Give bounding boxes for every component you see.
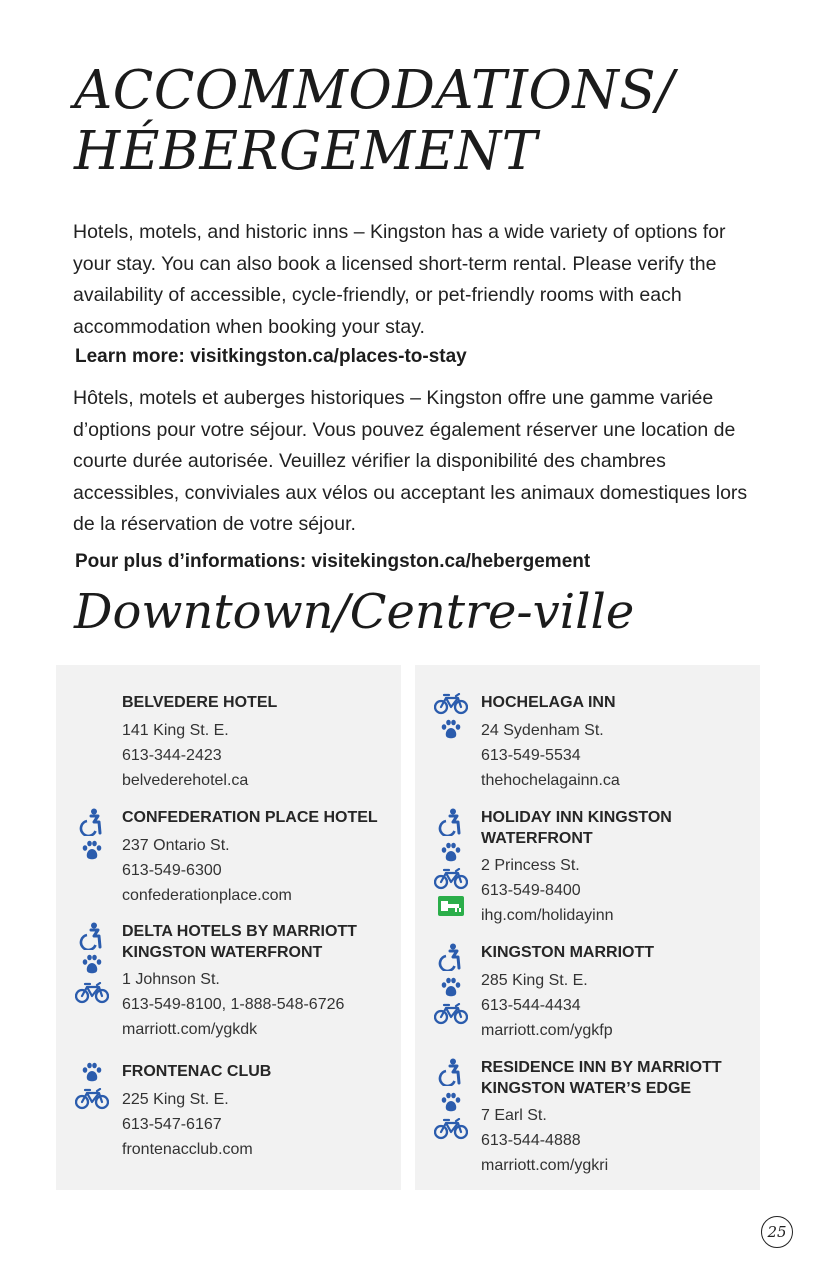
listing-phone[interactable]: 613-549-8100, 1-888-548-6726: [122, 996, 345, 1013]
listing-address: 7 Earl St.: [481, 1107, 547, 1124]
listing-name: KINGSTON MARRIOTT: [481, 944, 655, 961]
listing-address: 1 Johnson St.: [122, 971, 220, 988]
page-number: 25: [761, 1216, 793, 1248]
listing-name: HOLIDAY INN KINGSTON WATERFRONT: [481, 809, 672, 847]
listing-phone[interactable]: 613-549-6300: [122, 861, 222, 879]
title-line-1: ACCOMMODATIONS/: [74, 60, 675, 121]
listing-website[interactable]: marriott.com/ygkri: [481, 1157, 609, 1174]
intro-french: Hôtels, motels et auberges historiques – Kingston offre une gamme variée d’options pour votre séjour. Vous pouvez également réserver une location de courte durée autorisée. Veuillez vérifier la disponibilité des chambres accessibles, conviviales aux vélos ou acceptant les animaux domestiques lors de la réservation de votre séjour.: [73, 387, 748, 535]
accessible-icon: [438, 808, 464, 842]
listing-name: BELVEDERE HOTEL: [122, 694, 278, 711]
amenity-icons: [429, 1058, 473, 1144]
amenity-icons: [70, 808, 114, 870]
bicycle-icon: [434, 1118, 468, 1144]
listing-phone[interactable]: 613-344-2423: [122, 746, 222, 764]
listing-phone[interactable]: 613-547-6167: [122, 1115, 222, 1133]
amenity-icons: [70, 922, 114, 1008]
paw-icon: [81, 1062, 103, 1088]
listing-website[interactable]: marriott.com/ygkfp: [481, 1021, 613, 1039]
listing-name: CONFEDERATION PLACE HOTEL: [122, 809, 378, 826]
bicycle-icon: [75, 982, 109, 1008]
amenity-icons: [429, 808, 473, 918]
listing-address: 24 Sydenham St.: [481, 721, 604, 739]
listing-name: RESIDENCE INN BY MARRIOTT KINGSTON WATER’S EDGE: [481, 1059, 722, 1097]
amenity-icons: [429, 693, 473, 745]
listing-website[interactable]: thehochelagainn.ca: [481, 771, 620, 789]
listings-column-left: [56, 665, 401, 1190]
accessible-icon: [438, 1058, 464, 1092]
listing-phone[interactable]: 613-544-4434: [481, 996, 581, 1014]
listing-website[interactable]: confederationplace.com: [122, 886, 292, 904]
accessible-icon: [79, 922, 105, 954]
bicycle-icon: [75, 1088, 109, 1114]
bicycle-icon: [434, 1003, 468, 1029]
listing-phone[interactable]: 613-549-8400: [481, 882, 581, 899]
listing-address: 225 King St. E.: [122, 1090, 229, 1108]
listing-phone[interactable]: 613-544-4888: [481, 1132, 581, 1149]
listing-address: 237 Ontario St.: [122, 836, 230, 854]
listings-column-right: [415, 665, 760, 1190]
ev-charging-icon: [438, 896, 464, 918]
listing-address: 2 Princess St.: [481, 857, 580, 874]
listing-name: DELTA HOTELS BY MARRIOTT KINGSTON WATERFRONT: [122, 923, 357, 961]
paw-icon: [440, 977, 462, 1003]
listing-website[interactable]: marriott.com/ygkdk: [122, 1021, 258, 1038]
listing-website[interactable]: ihg.com/holidayinn: [481, 907, 614, 924]
bicycle-icon: [434, 693, 468, 719]
amenity-icons: [70, 1062, 114, 1114]
listing-website[interactable]: belvederehotel.ca: [122, 771, 249, 789]
title-line-2: HÉBERGEMENT: [74, 121, 538, 182]
page-title: [74, 60, 674, 182]
section-title: Downtown/Centre-ville: [74, 584, 635, 640]
listing-name: HOCHELAGA INN: [481, 694, 616, 711]
paw-icon: [440, 1092, 462, 1118]
bicycle-icon: [434, 868, 468, 896]
listing-name: FRONTENAC CLUB: [122, 1063, 272, 1080]
learn-more-english[interactable]: Learn more: visitkingston.ca/places-to-stay: [75, 346, 467, 367]
listing-address: 141 King St. E.: [122, 721, 229, 739]
listing-website[interactable]: frontenacclub.com: [122, 1140, 253, 1158]
accessible-icon: [79, 808, 105, 840]
paw-icon: [440, 719, 462, 745]
learn-more-french[interactable]: Pour plus d’informations: visitekingston.ca/hebergement: [75, 551, 591, 572]
paw-icon: [81, 840, 103, 870]
amenity-icons: [429, 943, 473, 1029]
accessible-icon: [438, 943, 464, 977]
listing-address: 285 King St. E.: [481, 971, 588, 989]
listing-phone[interactable]: 613-549-5534: [481, 746, 581, 764]
paw-icon: [440, 842, 462, 868]
intro-english: Hotels, motels, and historic inns – Kingston has a wide variety of options for your stay. You can also book a licensed short-term rental. Please verify the availability of accessible, cycle-friendly, or pet-friendly rooms with each accommodation when booking your stay.: [73, 221, 726, 338]
paw-icon: [81, 954, 103, 982]
